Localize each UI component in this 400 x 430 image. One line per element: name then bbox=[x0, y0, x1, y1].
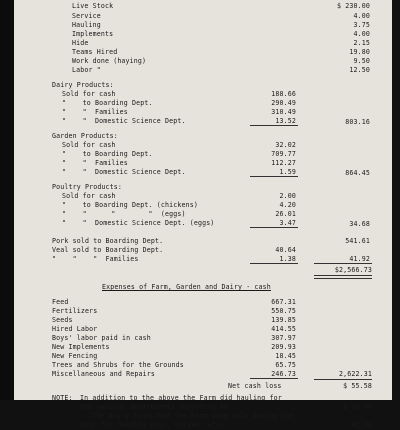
expense-value-trees: 65.75 bbox=[275, 361, 296, 369]
veal-total: 41.92 bbox=[349, 255, 370, 263]
income-value-livestock: $ 230.00 bbox=[337, 2, 370, 10]
income-label-labor: Labor " bbox=[72, 66, 101, 74]
expense-value-hired-labor: 414.55 bbox=[271, 325, 296, 333]
garden-families-value: 112.27 bbox=[271, 159, 296, 167]
income-label-haying: Work done (haying) bbox=[72, 57, 147, 65]
note-label: NOTE: bbox=[52, 394, 73, 402]
poultry-domestic-value: 3.47 bbox=[279, 219, 296, 227]
income-label-service: Service bbox=[72, 12, 101, 20]
expense-label-fertilizers: Fertilizers bbox=[52, 307, 98, 315]
poultry-chickens-label: " to Boarding Dept. (chickens) bbox=[62, 201, 198, 209]
veal-families-value: 1.38 bbox=[279, 255, 296, 263]
expenses-total: 2,622.31 bbox=[339, 370, 372, 378]
dairy-domestic-value: 13.52 bbox=[275, 117, 296, 125]
dairy-boarding-label: " to Boarding Dept. bbox=[62, 99, 153, 107]
garden-subtotal-rule bbox=[250, 176, 298, 177]
expense-label-misc: Miscellaneous and Repairs bbox=[52, 370, 155, 378]
veal-label: Veal sold to Boarding Dept. bbox=[52, 246, 164, 254]
dairy-cash-value: 188.66 bbox=[271, 90, 296, 98]
dairy-subtotal-rule bbox=[250, 125, 298, 126]
expense-label-trees: Trees and Shrubs for the Grounds bbox=[52, 361, 184, 369]
poultry-eggs-label: " " " " (eggs) bbox=[62, 210, 186, 218]
dairy-cash-label: Sold for cash bbox=[62, 90, 116, 98]
income-total-rule bbox=[314, 263, 372, 264]
note-line-4-value: 41.92 bbox=[351, 421, 372, 429]
veal-subtotal-rule bbox=[250, 263, 298, 264]
expense-label-implements: New Implements bbox=[52, 343, 110, 351]
note-line-2-value: $ 14.40 bbox=[343, 403, 372, 411]
expenses-heading: Expenses of Farm, Garden and Dairy - cash bbox=[102, 283, 271, 291]
poultry-heading: Poultry Products: bbox=[52, 183, 123, 191]
pork-value: 541.61 bbox=[345, 237, 370, 245]
dairy-families-label: " " Families bbox=[62, 108, 128, 116]
income-double-rule bbox=[314, 275, 372, 279]
expense-value-fertilizers: 550.75 bbox=[271, 307, 296, 315]
garden-cash-value: 32.02 bbox=[275, 141, 296, 149]
income-value-haying: 9.50 bbox=[353, 57, 370, 65]
note-line-4: year for feeding pigs, calves, etc. bbox=[80, 421, 225, 429]
income-value-hide: 2.15 bbox=[353, 39, 370, 47]
income-value-implements: 4.00 bbox=[353, 30, 370, 38]
dairy-total: 803.16 bbox=[345, 118, 370, 126]
garden-families-label: " " Families bbox=[62, 159, 128, 167]
income-value-labor: 12.50 bbox=[349, 66, 370, 74]
expense-value-misc: 246.73 bbox=[271, 370, 296, 378]
income-value-hauling: 3.75 bbox=[353, 21, 370, 29]
poultry-subtotal-rule bbox=[250, 227, 298, 228]
scan-edge bbox=[0, 0, 14, 400]
garden-domestic-label: " " Domestic Science Dept. bbox=[62, 168, 186, 176]
garden-cash-label: Sold for cash bbox=[62, 141, 116, 149]
poultry-eggs-value: 26.01 bbox=[275, 210, 296, 218]
veal-families-label: " " " Families bbox=[52, 255, 139, 263]
income-label-livestock: Live Stock bbox=[72, 2, 114, 10]
expense-value-fencing: 18.45 bbox=[275, 352, 296, 360]
veal-value: 40.64 bbox=[275, 246, 296, 254]
expense-label-boys-labor: Boys' labor paid in cash bbox=[52, 334, 151, 342]
poultry-total: 34.68 bbox=[349, 220, 370, 228]
poultry-chickens-value: 4.20 bbox=[279, 201, 296, 209]
poultry-cash-label: Sold for cash bbox=[62, 192, 116, 200]
note-line-2: the various departments amounting to bbox=[80, 403, 229, 411]
expense-value-boys-labor: 307.97 bbox=[271, 334, 296, 342]
net-cash-loss-value: $ 55.58 bbox=[343, 382, 372, 390]
net-cash-loss-label: Net cash loss bbox=[228, 382, 282, 390]
pork-label: Pork sold to Boarding Dept. bbox=[52, 237, 164, 245]
dairy-boarding-value: 290.49 bbox=[271, 99, 296, 107]
garden-domestic-value: 1.59 bbox=[279, 168, 296, 176]
garden-boarding-label: " to Boarding Dept. bbox=[62, 150, 153, 158]
document-page bbox=[14, 0, 392, 429]
expense-label-hired-labor: Hired Labor bbox=[52, 325, 98, 333]
garden-boarding-value: 709.77 bbox=[271, 150, 296, 158]
expenses-subtotal-rule bbox=[250, 378, 298, 379]
income-label-hide: Hide bbox=[72, 39, 89, 47]
garden-heading: Garden Products: bbox=[52, 132, 118, 140]
income-value-service: 4.00 bbox=[353, 12, 370, 20]
income-grand-total: $2,566.73 bbox=[334, 266, 372, 274]
note-line-3: The Dairy furnished the Farm with milk during the bbox=[92, 412, 294, 420]
income-label-teams: Teams Hired bbox=[72, 48, 118, 56]
expenses-total-rule bbox=[314, 379, 372, 380]
expense-label-fencing: New Fencing bbox=[52, 352, 98, 360]
expense-label-feed: Feed bbox=[52, 298, 69, 306]
expense-value-implements: 209.93 bbox=[271, 343, 296, 351]
poultry-domestic-label: " " Domestic Science Dept. (eggs) bbox=[62, 219, 215, 227]
income-label-hauling: Hauling bbox=[72, 21, 101, 29]
dairy-heading: Dairy Products: bbox=[52, 81, 114, 89]
expense-label-seeds: Seeds bbox=[52, 316, 73, 324]
income-label-implements: Implements bbox=[72, 30, 114, 38]
note-line-1: In addition to the above the Farm did hauling for bbox=[80, 394, 282, 402]
dairy-families-value: 310.49 bbox=[271, 108, 296, 116]
expense-value-feed: 667.31 bbox=[271, 298, 296, 306]
expense-value-seeds: 139.85 bbox=[271, 316, 296, 324]
garden-total: 864.45 bbox=[345, 169, 370, 177]
dairy-domestic-label: " " Domestic Science Dept. bbox=[62, 117, 186, 125]
poultry-cash-value: 2.00 bbox=[279, 192, 296, 200]
income-value-teams: 19.80 bbox=[349, 48, 370, 56]
